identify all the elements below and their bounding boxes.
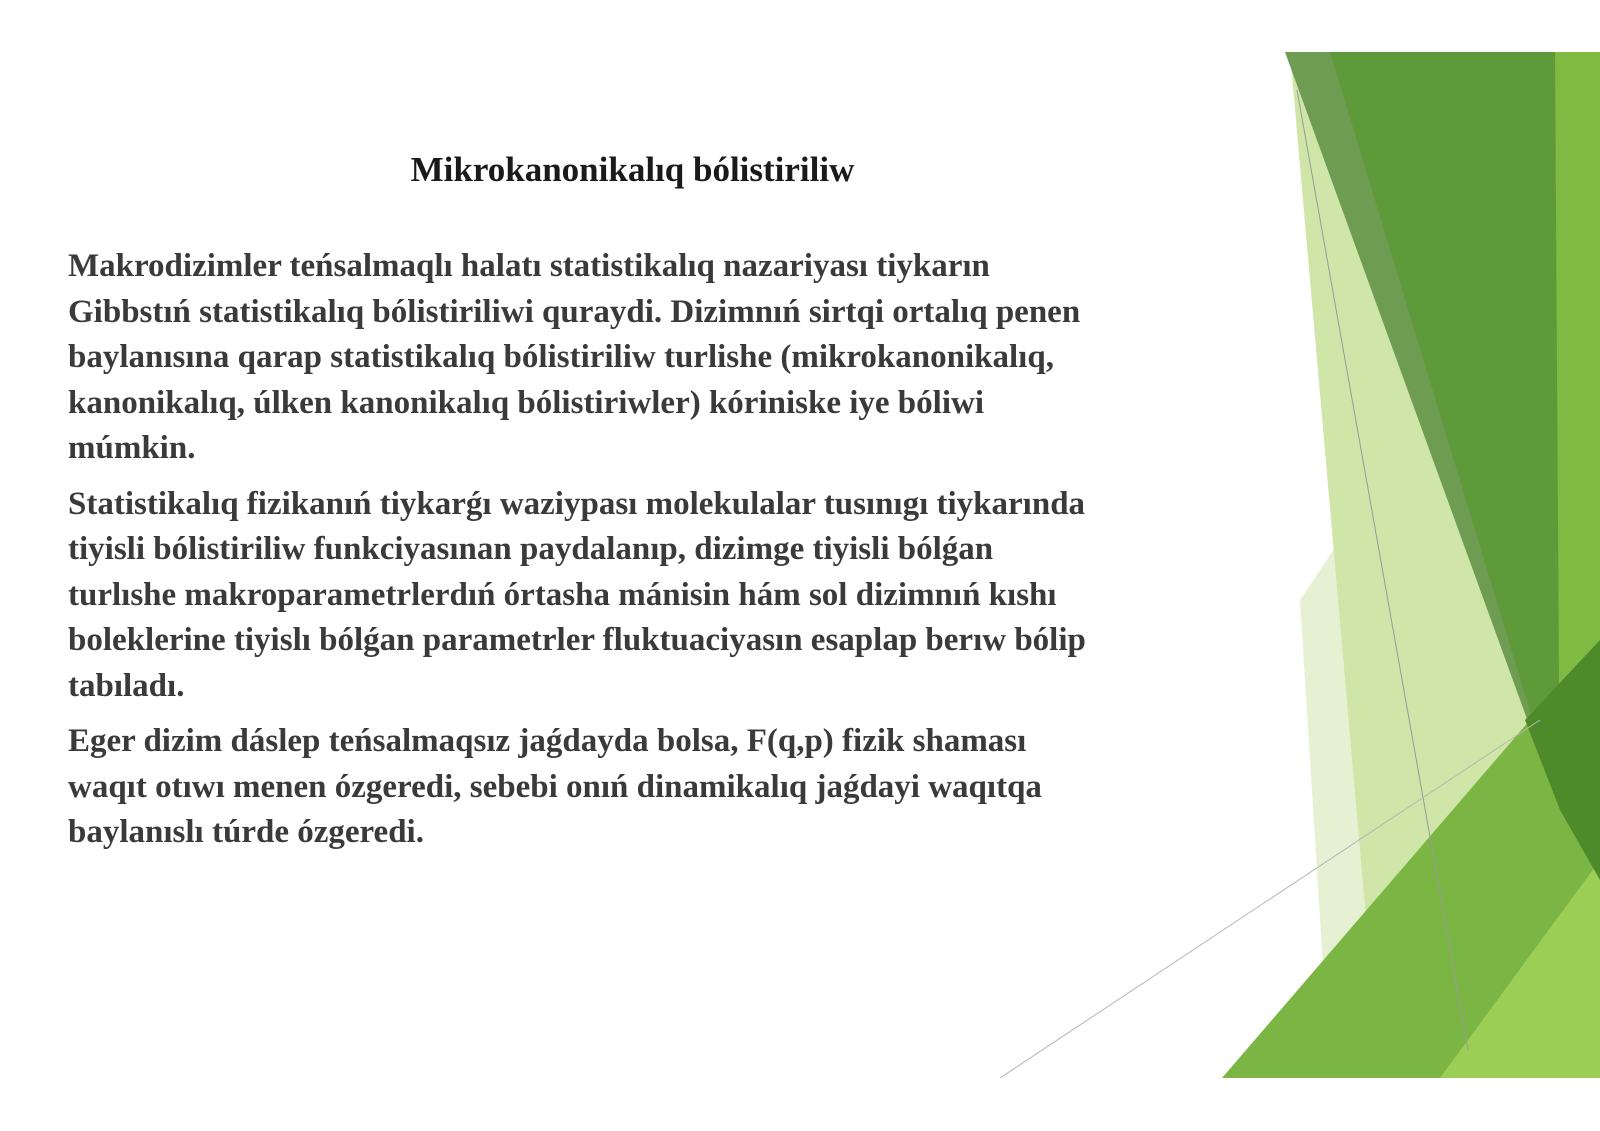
text-line: Eger dizim dáslep teńsalmaqsız jaǵdayda bolsa, F(q,p) fizik shaması	[68, 723, 1027, 759]
text-line: turlıshe makroparametrlerdıń órtasha mánisin hám sol dizimnıń kıshı	[68, 576, 1057, 613]
text-line: múmkin.	[68, 430, 196, 466]
text-line: Statistikalıq fizikanıń tiykarǵı waziypası molekulalar tusınıgı tiykarında	[68, 485, 1086, 522]
slide-title: Mikrokanonikalıq bólistiriliw	[410, 150, 855, 189]
text-line: baylanıslı túrde ózgeredi.	[68, 814, 424, 850]
text-line: Gibbstıń statistikalıq bólistiriliwi quraydi. Dizimnıń sirtqi ortalıq penen	[68, 293, 1081, 330]
text-line: waqıt otıwı menen ózgeredi, sebebi onıń dinamikalıq jaǵdayi waqıtqa	[68, 768, 1042, 805]
text-line: boleklerine tiyislı bólǵan parametrler fluktuaciyasın esaplap berıw bólip	[68, 622, 1086, 658]
text-line: baylanısına qarap statistikalıq bólistiriliw turlishe (mikrokanonikalıq,	[68, 339, 1054, 375]
paragraph-2	[68, 482, 1268, 710]
paragraph-3	[68, 719, 1268, 856]
text-line: tiyisli bólistiriliw funkciyasınan paydalanıp, dizimge tiyisli bólǵan	[68, 531, 994, 567]
slide-body	[68, 244, 1268, 866]
text-line: Makrodizimler teńsalmaqlı halatı statistikalıq nazariyası tiykarın	[68, 248, 990, 284]
text-line: tabıladı.	[68, 667, 185, 704]
text-line: kanonikalıq, úlken kanonikalıq bólistiriwler) kóriniske iye bóliwi	[68, 384, 984, 421]
paragraph-1	[68, 244, 1268, 472]
